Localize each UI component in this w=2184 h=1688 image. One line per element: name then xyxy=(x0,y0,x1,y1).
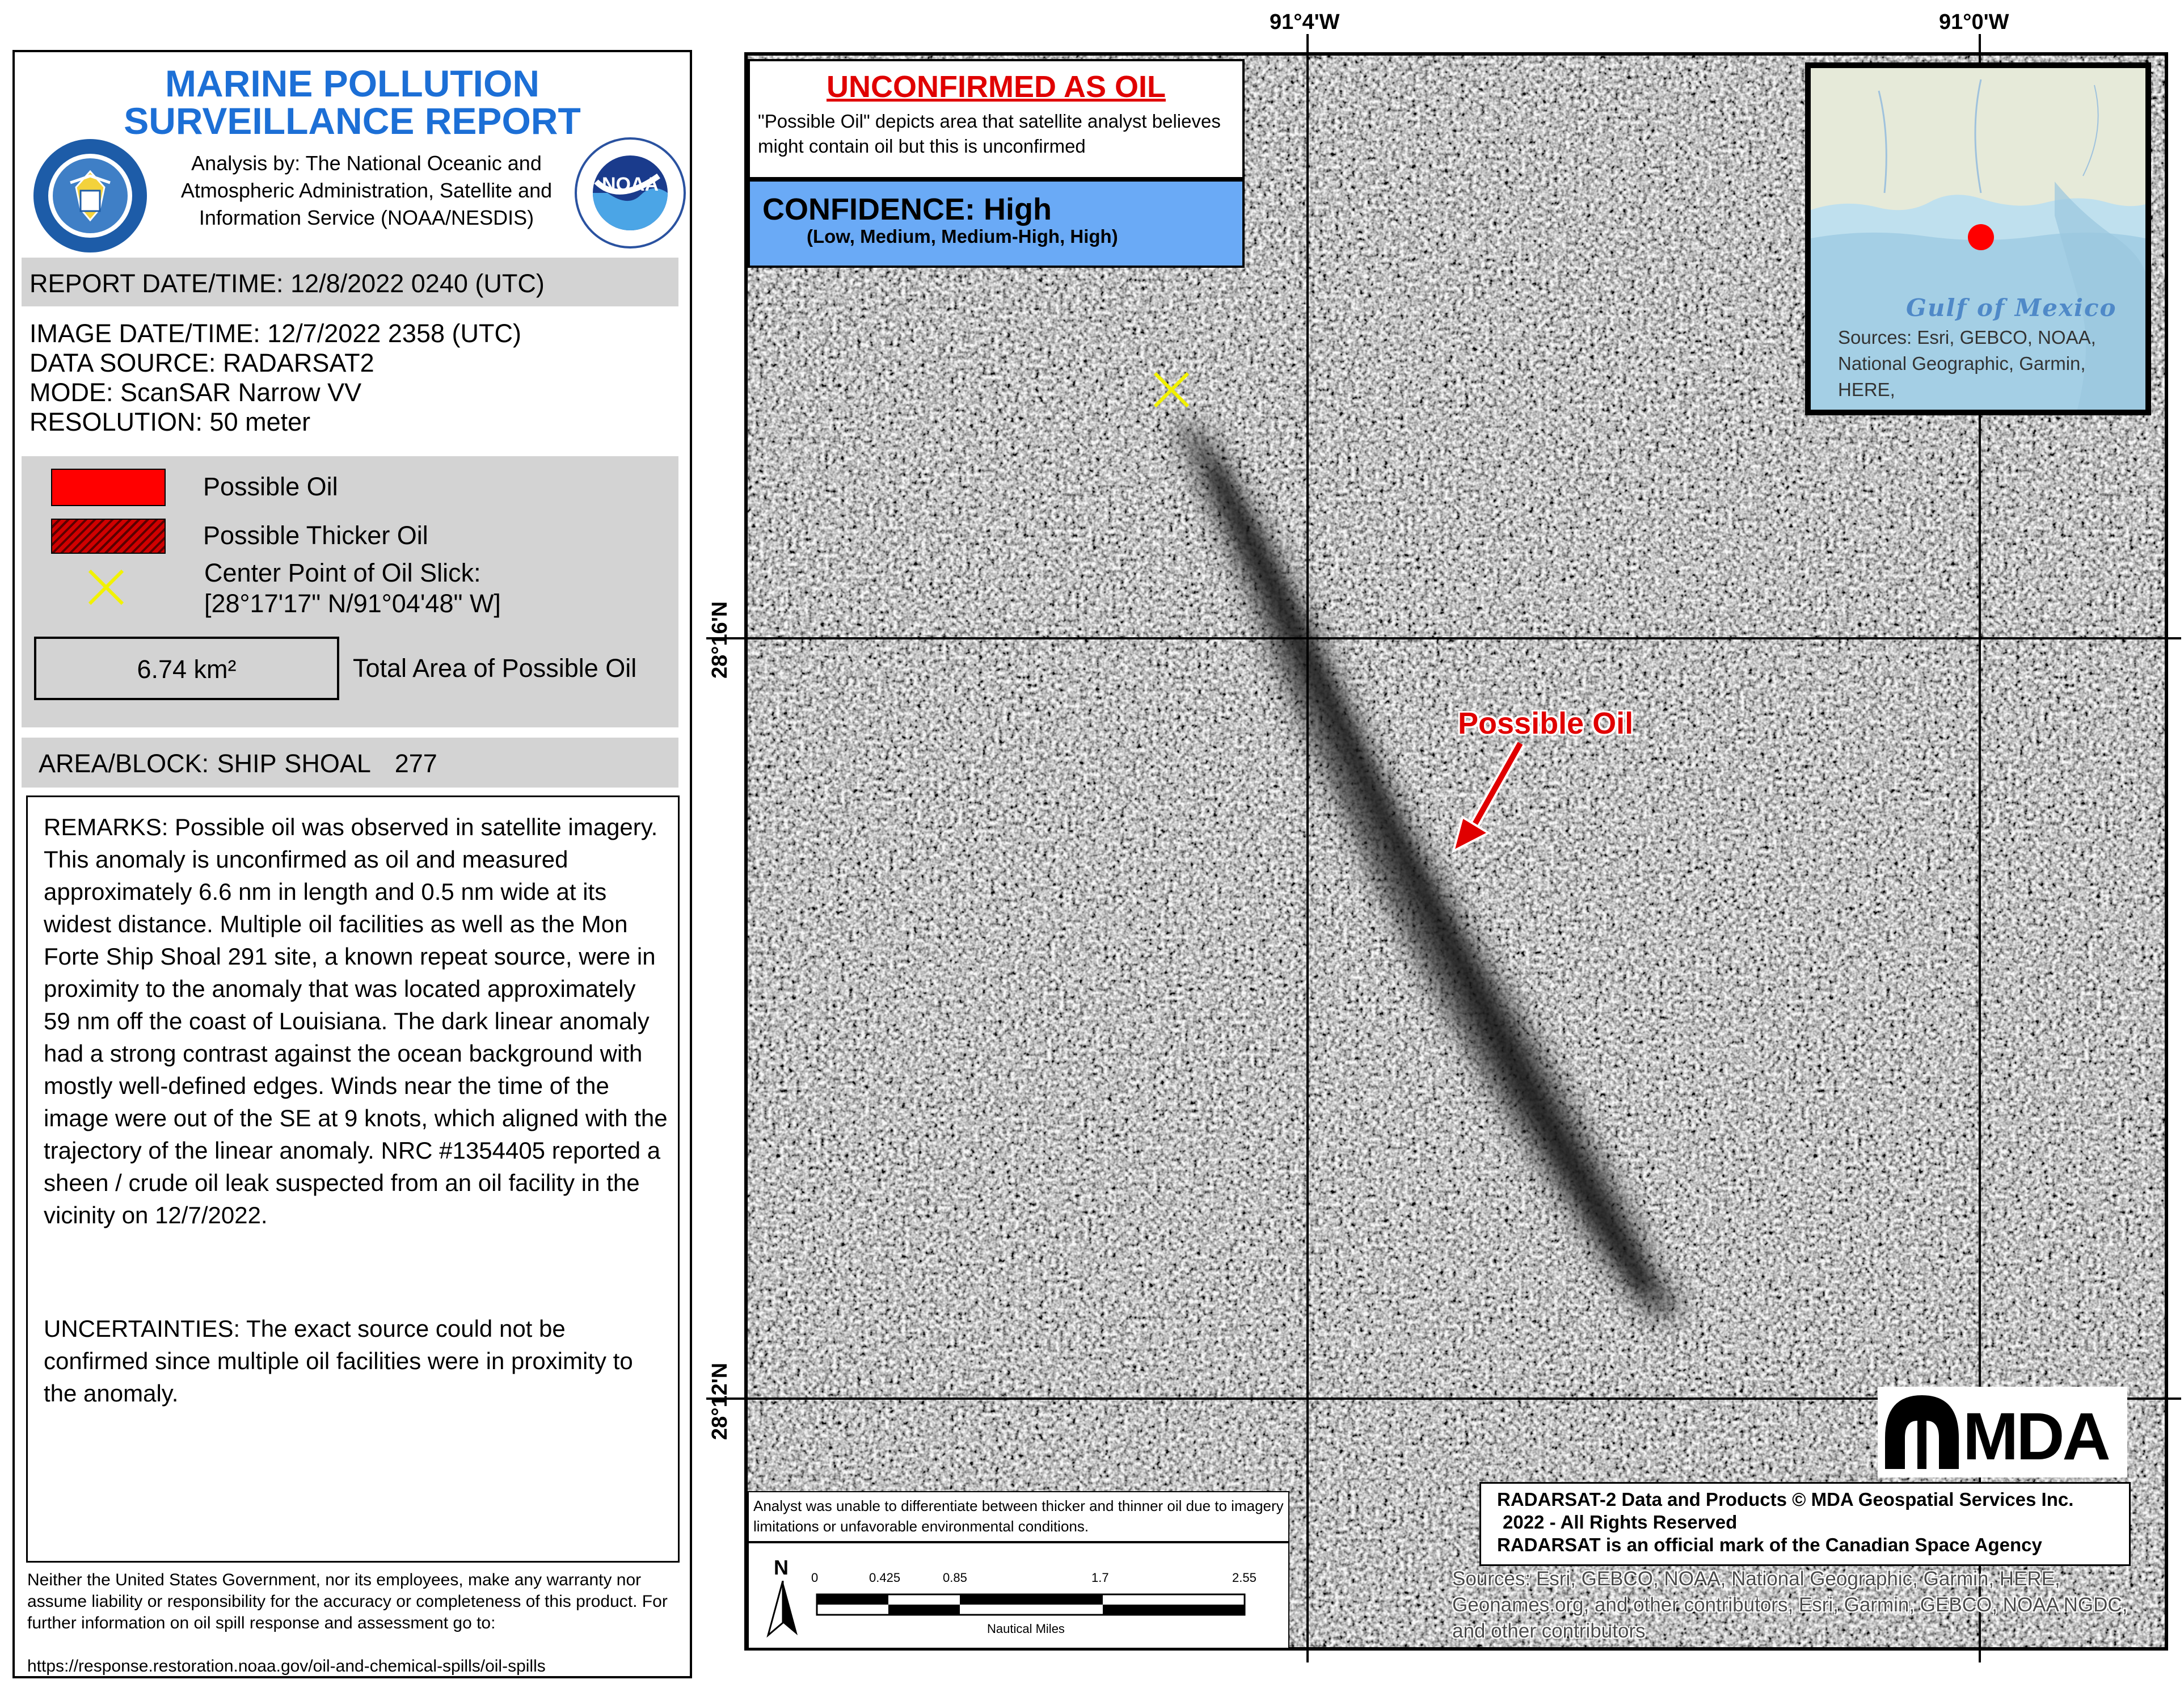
confidence-box xyxy=(748,179,1245,268)
uncertainties-text: UNCERTAINTIES: The exact source could not be confirmed since multiple oil facilities were in proximity to the anomaly. xyxy=(44,1315,633,1407)
slick-location-marker xyxy=(1968,224,1994,250)
locator-inset-map[interactable] xyxy=(1805,62,2151,415)
legend xyxy=(22,456,678,727)
department-of-commerce-seal-icon xyxy=(31,136,150,255)
report-datetime: REPORT DATE/TIME: 12/8/2022 0240 (UTC) xyxy=(29,269,545,298)
copyright-line-2: 2022 - All Rights Reserved xyxy=(1503,1512,1738,1533)
basemap-sources: Sources: Esri, GEBCO, NOAA, National Geographic, Garmin, HERE, Geonames.org, and other contributors, Esri, Garmin, GEBCO, NOAA NGDC, and other contributors xyxy=(1452,1568,2128,1642)
disclaimer: Neither the United States Government, nor its employees, make any warranty nor assume liability or responsibility for the accuracy or completeness of this product. For further information on oil spill response and assessment go to: xyxy=(27,1571,668,1632)
area-block-bar xyxy=(22,738,678,788)
north-arrow-icon xyxy=(766,1581,800,1638)
analyst-note-box xyxy=(748,1491,1289,1542)
report-title-line2: SURVEILLANCE REPORT xyxy=(124,100,581,142)
total-area-label: Total Area of Possible Oil xyxy=(353,654,637,683)
unconfirmed-notice xyxy=(748,59,1245,179)
center-point-coordinates: [28°17'17" N/91°04'48" W] xyxy=(204,589,501,618)
longitude-label-2: 91°0'W xyxy=(1939,10,2009,34)
possible-thicker-oil-swatch xyxy=(51,519,166,554)
mda-logo xyxy=(1878,1387,2127,1477)
sensor-mode: MODE: ScanSAR Narrow VV xyxy=(29,378,362,407)
mda-logo-text: MDA xyxy=(1963,1399,2109,1474)
analyst-note: Analyst was unable to differentiate between thicker and thinner oil due to imagery limitations or unfavorable environmental conditions. xyxy=(753,1497,1284,1535)
scale-bar-box xyxy=(748,1542,1289,1649)
mda-arch-icon xyxy=(1882,1392,1962,1472)
scale-tick-label: 0.425 xyxy=(869,1571,901,1585)
scale-tick-label: 0 xyxy=(811,1571,819,1585)
remarks-box xyxy=(26,795,680,1563)
possible-oil-legend-label: Possible Oil xyxy=(203,472,338,501)
center-point-label: Center Point of Oil Slick: xyxy=(204,558,481,587)
report-panel xyxy=(12,50,692,1678)
possible-oil-annotation: Possible Oil xyxy=(1458,706,1634,740)
remarks-text: REMARKS: Possible oil was observed in satellite imagery. This anomaly is unconfirmed as oil and measured approximately 6.6 nm in length and 0.5 nm wide at its widest distance. Multiple oil facilities as well as the Mon Forte Ship Shoal 291 site, a known repeat source, were in proximity to the anomaly that was located approximately 59 nm off the coast of Louisiana. The dark linear anomaly had a strong contrast against the ocean background with mostly well-defined edges. Winds near the time of the image were out of the SE at 9 knots, which aligned with the trajectory of the linear anomaly. NRC #1354405 reported a sheen / crude oil leak suspected from an oil facility in the vicinity on 12/7/2022. xyxy=(44,814,668,1228)
scale-bar xyxy=(816,1592,1247,1617)
unconfirmed-title: UNCONFIRMED AS OIL xyxy=(827,70,1166,104)
latitude-label-1: 28°16'N xyxy=(708,601,732,679)
scale-tick-label: 1.7 xyxy=(1091,1571,1109,1585)
scale-tick-label: 2.55 xyxy=(1232,1571,1257,1585)
gulf-of-mexico-label: Gulf of Mexico xyxy=(1906,294,2117,322)
data-source: DATA SOURCE: RADARSAT2 xyxy=(29,348,374,377)
latitude-label-2: 28°12'N xyxy=(708,1362,732,1440)
possible-oil-arrow-icon xyxy=(1447,738,1532,857)
slick-center-x-icon xyxy=(1152,370,1191,410)
longitude-gridline-1 xyxy=(1306,34,1309,1662)
copyright-line-3: RADARSAT is an official mark of the Canadian Space Agency xyxy=(1497,1534,2042,1555)
center-point-x-icon xyxy=(86,567,126,607)
image-datetime: IMAGE DATE/TIME: 12/7/2022 2358 (UTC) xyxy=(29,319,521,348)
area-block: AREA/BLOCK: SHIP SHOAL 277 xyxy=(39,749,437,778)
confidence-scale: (Low, Medium, Medium-High, High) xyxy=(807,226,1118,247)
report-title-line1: MARINE POLLUTION xyxy=(165,62,539,104)
noaa-logo-text: NOAA xyxy=(601,174,659,195)
unconfirmed-description: "Possible Oil" depicts area that satellite analyst believes might contain oil but this is unconfirmed xyxy=(758,111,1221,157)
copyright-notice xyxy=(1479,1482,2131,1566)
total-area-value: 6.74 km² xyxy=(137,655,237,684)
scale-units: Nautical Miles xyxy=(987,1622,1065,1636)
possible-thicker-oil-legend-label: Possible Thicker Oil xyxy=(203,521,428,550)
confidence-level: CONFIDENCE: High xyxy=(762,192,1052,226)
possible-oil-swatch xyxy=(51,469,166,506)
longitude-label-1: 91°4'W xyxy=(1270,10,1340,34)
latitude-gridline-1 xyxy=(706,637,2181,639)
resolution: RESOLUTION: 50 meter xyxy=(29,407,311,436)
total-area-box xyxy=(34,637,339,700)
report-datetime-bar xyxy=(22,258,678,306)
scale-tick-label: 0.85 xyxy=(943,1571,967,1585)
noaa-logo-icon xyxy=(574,136,687,250)
analysis-credit: Analysis by: The National Oceanic and Atmospheric Administration, Satellite and Information Service (NOAA/NESDIS) xyxy=(180,151,553,229)
copyright-line-1: RADARSAT-2 Data and Products © MDA Geospatial Services Inc. xyxy=(1497,1489,2074,1510)
north-label: N xyxy=(774,1556,789,1579)
disclaimer-link[interactable]: https://response.restoration.noaa.gov/oil-and-chemical-spills/oil-spills xyxy=(27,1657,546,1676)
inset-sources: Sources: Esri, GEBCO, NOAA, National Geographic, Garmin, HERE, xyxy=(1838,327,2096,400)
